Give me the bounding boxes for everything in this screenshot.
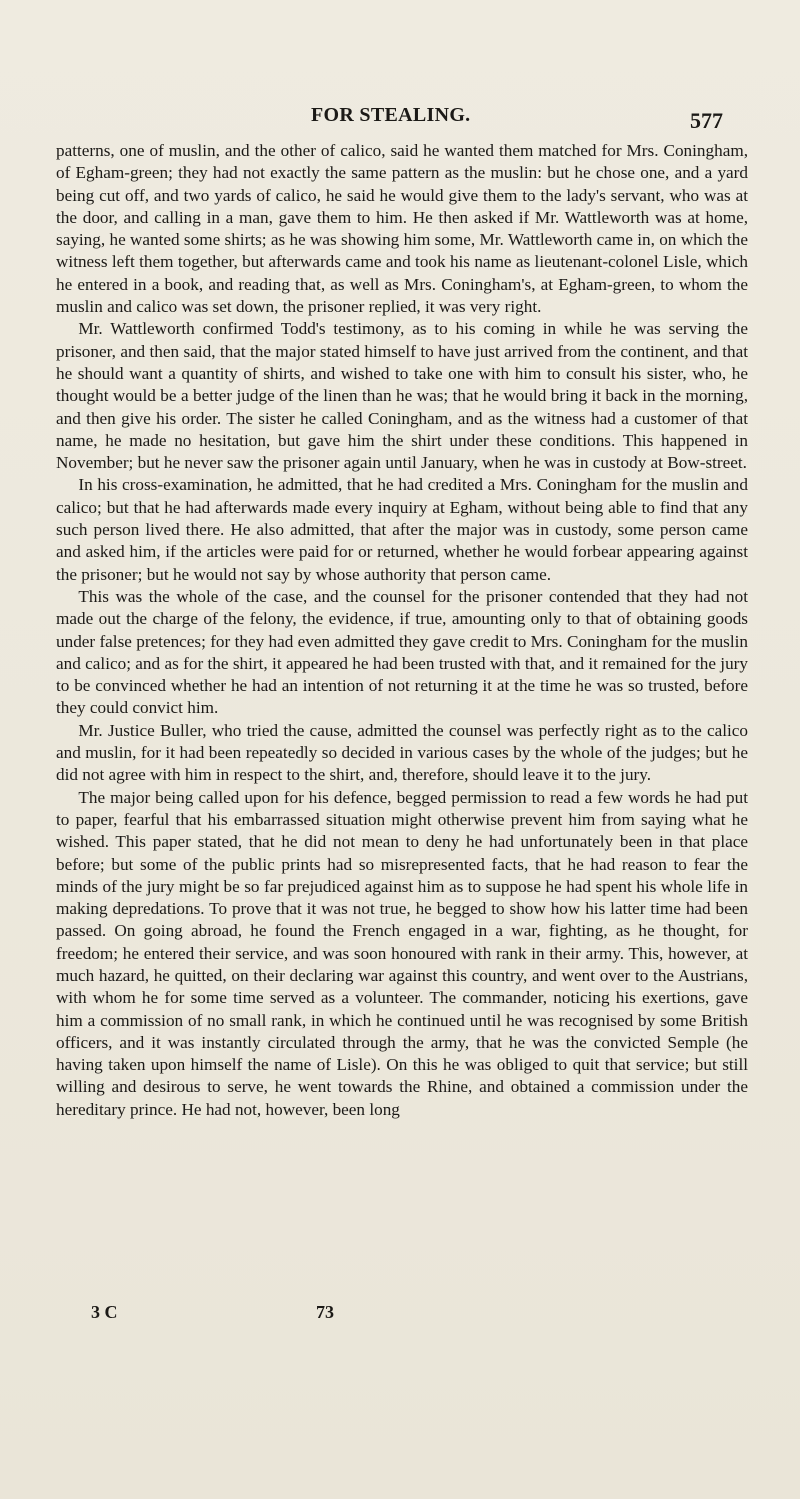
running-title: FOR STEALING. (311, 104, 471, 126)
paragraph-2: Mr. Wattleworth confirmed Todd's testimony, as to his coming in while he was serving the prisoner, and then said, that the major stated himself to have just arrived from the continent, and that he should want a quantity of shirts, and wished to take one with him to consult his sister, who, he thought would be a better judge of the linen than he was; that he would bring it back in the morning, and then give his order. The sister he called Coningham, and as the witness had a customer of that name, he made no hesitation, but gave him the shirt under these conditions. This happened in November; but he never saw the prisoner again until January, when he was in custody at Bow-street. (56, 319, 748, 473)
body-text (56, 140, 748, 1121)
paragraph-4: This was the whole of the case, and the counsel for the prisoner contended that they had not made out the charge of the felony, the evidence, if true, amounting only to that of obtaining goods under false pretences; for they had even admitted they gave credit to Mrs. Coningham for the muslin and calico; and as for the shirt, it appeared he had been trusted with that, and it remained for the jury to be convinced whether he had an intention of not returning it at the time he was so trusted, before they could convict him. (56, 586, 748, 718)
signature-mark: 3 C (91, 1302, 118, 1322)
page-header (0, 104, 800, 134)
page-number: 577 (690, 108, 723, 133)
folio-number: 73 (316, 1302, 334, 1322)
paragraph-1: patterns, one of muslin, and the other of calico, said he wanted them matched for Mrs. Coningham, of Egham-green; they had not exactly the same pattern as the muslin: but he chose one, and a yard being cut off, and two yards of calico, he said he would give them to the lady's servant, who was at the door, and calling in a man, gave them to him. He then asked if Mr. Wattleworth was at home, saying, he wanted some shirts; as he was showing him some, Mr. Wattleworth came in, on which the witness left them together, but afterwards came and took his name as lieutenant-colonel Lisle, which he entered in a book, and reading that, as well as Mrs. Coningham's, at Egham-green, to whom the muslin and calico was set down, the prisoner replied, it was very right. (56, 141, 748, 317)
paragraph-6: The major being called upon for his defence, begged permission to read a few words he had put to paper, fearful that his embarrassed situation might otherwise prevent him from saying what he wished. This paper stated, that he did not mean to deny he had unfortunately been in that place before; but some of the public prints had so misrepresented facts, that he had reason to fear the minds of the jury might be so far prejudiced against him as to suppose he had spent his whole life in making depredations. To prove that it was not true, he begged to show how his latter time had been passed. On going abroad, he found the French engaged in a war, fighting, as he thought, for freedom; he entered their service, and was soon honoured with rank in their army. This, however, at much hazard, he quitted, on their declaring war against this country, and went over to the Austrians, with whom he for some time served as a volunteer. The commander, noticing his exertions, gave him a commission of no small rank, in which he continued until he was recognised by some British officers, and it was instantly circulated through the army, that he was the convicted Semple (he having taken upon himself the name of Lisle). On this he was obliged to quit that service; but still willing and desirous to serve, he went towards the Rhine, and obtained a commission under the hereditary prince. He had not, however, been long (56, 787, 748, 1119)
paragraph-5: Mr. Justice Buller, who tried the cause, admitted the counsel was perfectly right as to the calico and muslin, for it had been repeatedly so decided in various cases by the whole of the judges; but he did not agree with him in respect to the shirt, and, therefore, should leave it to the jury. (56, 720, 748, 785)
page-footer (0, 1302, 800, 1326)
paragraph-3: In his cross-examination, he admitted, that he had credited a Mrs. Coningham for the muslin and calico; but that he had afterwards made every inquiry at Egham, without being able to find that any such person lived there. He also admitted, that after the major was in custody, some person came and asked him, if the articles were paid for or returned, whether he would forbear appearing against the prisoner; but he would not say by whose authority that person came. (56, 475, 748, 584)
